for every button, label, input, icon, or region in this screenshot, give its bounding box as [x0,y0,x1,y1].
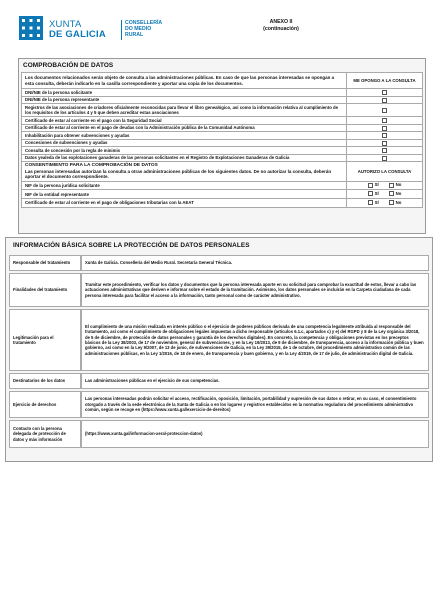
brand-name [49,20,106,40]
section-title: COMPROBACIÓN DE DATOS [23,62,114,69]
row-value: (https://www.xunta.gal/informacion-xeral-proteccion-datos) [81,420,429,448]
table-row [22,147,423,155]
table-row [22,190,423,199]
row-label: Inhabilitación para obtener subvenciones y ayudas [22,132,347,140]
no-label: No [395,182,402,188]
section-title: INFORMACIÓN BÁSICA SOBRE LA PROTECCIÓN DE DATOS PERSONALES [13,242,250,249]
table-row [9,391,429,418]
table-row [9,255,429,271]
yes-label: SÍ [374,182,379,188]
row-value: Xunta de Galicia. Consellería del Medio Rural. Secretaría General Técnica. [81,255,429,271]
brand-line-1: XUNTA [49,19,82,30]
no-label: No [395,199,402,205]
yes-label: SÍ [374,191,379,197]
row-label: Certificado de estar al corriente en el pago de obligaciones tributarias con la AEAT [22,199,347,208]
data-verification-section [18,58,426,234]
department-name [121,20,162,40]
row-label: Certificado de estar al corriente en el pago de deudas con la Administración pública de la Comunidad Autónoma [22,124,347,132]
oppose-checkbox[interactable] [382,156,387,161]
table-row [22,89,423,97]
row-value: Las administraciones públicas en el ejercicio de sus competencias. [81,373,429,389]
dept-line-3: RURAL [125,32,144,38]
table-row [22,162,423,181]
row-label: Destinatarios de los datos [9,373,81,389]
annex-heading [238,19,324,33]
authorize-yes-checkbox[interactable] [368,200,373,205]
table-row [22,154,423,162]
table-row [9,373,429,389]
row-label: Ejercicio de derechos [9,391,81,418]
authorize-yes-checkbox[interactable] [368,191,373,196]
table-row [9,420,429,448]
oppose-checkbox[interactable] [382,118,387,123]
table-row [22,139,423,147]
table-row [22,132,423,140]
table-row [9,273,429,307]
row-value: Tramitar este procedimiento, verificar los datos y documentos que la persona interesada aporte en su solicitud para comprobar la exactitud de estos, llevar a cabo las actuaciones administrativas que deriven e informar sobre el estado de la tramitación. Asimismo, los datos personales se incluirán en la Carpeta ciudadana de cada persona interesada para facilitar el acceso a la información, tanto personal como de carácter administrativo. [81,273,429,307]
row-value: Las personas interesadas podrán solicitar el acceso, rectificación, oposición, limitación, portabilidad y supresión de sus datos o retirar, en su caso, el consentimiento otorgado a través de la sede electrónica de la Xunta de Galicia o en los lugares y registros establecidos en la normativa reguladora del procedimiento administrativo común, según se recoge en (https://www.xunta.gal/exercicio-de-dereitos) [81,391,429,418]
table-row [22,124,423,132]
dept-line-1: CONSELLERÍA [125,20,163,26]
row-label: Legitimación para el tratamiento [9,309,81,371]
row-label: Concesiones de subvenciones y ayudas [22,139,347,147]
row-label: NIF de la entidad representante [22,190,347,199]
data-protection-section [5,237,433,462]
authorize-no-checkbox[interactable] [389,191,394,196]
row-value: El cumplimiento de una misión realizada en interés público o el ejercicio de poderes públicos derivada de una competencia legalmente atribuida al responsable del tratamiento, así como el cumplimiento de obligaciones legales impuestas a dicho responsable (artículos 6.1.c, apartados c) y e) del RGPD y 8 de la Ley orgánica 3/2018, de 5 de diciembre, de protección de datos personales y garantía de los derechos digitales). En concreto, la competencia y obligaciones previstas en los preceptos básicos de la Ley 38/2003, de 17 de noviembre, general de subvenciones, y en la Ley 19/2013, de 9 de diciembre, de transparencia, acceso a la información pública y buen gobierno, así como en la Ley 9/2007, de 13 de junio, de subvenciones de Galicia, en la Ley 39/2015, de 1 de octubre, del procedimiento administrativo común de las administraciones públicas, en la Ley 1/2016, de 18 de enero, de transparencia y buen gobierno, y en la Ley 4/2019, de 17 de julio, de administración digital de Galicia. [81,309,429,371]
table-row [22,96,423,104]
row-label: Consulta de concesión por la regla de minimis [22,147,347,155]
table-row [22,117,423,125]
intro-text: Los documentos relacionados serán objeto de consulta a las administraciones públicas. En caso de que las personas interesadas se opongan a esta consulta, deberán indicarlo en la casilla correspondiente y aportar una copia de los documentos. [22,73,347,89]
oppose-checkbox[interactable] [382,126,387,131]
table-row [22,181,423,190]
oppose-checkbox[interactable] [382,133,387,138]
row-label: NIF de la persona jurídica solicitante [22,181,347,190]
page-header [18,15,428,45]
row-label: DNI/NIE de la persona representante [22,96,347,104]
oppose-checkbox[interactable] [382,108,387,113]
verification-table [21,72,423,208]
consent-block [22,162,347,181]
oppose-checkbox[interactable] [382,98,387,103]
annex-title: ANEXO II [269,19,293,25]
oppose-checkbox[interactable] [382,141,387,146]
consent-text: Las personas interesadas autorizan la consulta a otras administraciones públicas de los siguientes datos. De no autorizar la consulta, deberán aportar el documento correspondiente. [25,168,332,180]
authorize-header: AUTORIZO LA CONSULTA [347,162,423,181]
consent-title: CONSENTIMIENTO PARA LA COMPROBACIÓN DE DATOS [25,163,158,169]
table-row [22,199,423,208]
table-row [22,104,423,117]
data-protection-table [9,253,429,450]
oppose-checkbox[interactable] [382,148,387,153]
row-label: Finalidades del tratamiento [9,273,81,307]
table-row [9,309,429,371]
row-label: Contacto con la persona delegada de protección de datos y más información [9,420,81,448]
annex-subtitle: (continuación) [263,26,299,32]
authorize-no-checkbox[interactable] [389,183,394,188]
xunta-logo-icon [18,15,44,41]
row-label: Responsable del tratamiento [9,255,81,271]
table-row [22,73,423,89]
oppose-header: ME OPONGO A LA CONSULTA [347,73,423,89]
row-label: Certificado de estar al corriente en el pago con la Seguridad Social [22,117,347,125]
brand-line-2: DE GALICIA [49,29,106,40]
dept-line-2: DO MEDIO [125,26,152,32]
authorize-no-checkbox[interactable] [389,200,394,205]
oppose-checkbox[interactable] [382,90,387,95]
authorize-yes-checkbox[interactable] [368,183,373,188]
row-label: Datos yealeda de las explotaciones ganaderas de las personas solicitantes en el Registro de Explotaciones Ganaderas de Galicia [22,154,347,162]
no-label: No [395,191,402,197]
row-label: DNI/NIE de la persona solicitante [22,89,347,97]
row-label: Registros de las asociaciones de criadores oficialmente reconocidas para llevar el libro genealógico, así como la información relativa al cumplimiento de los requisitos de los artículos 4 y 5 que deben acreditar estas asociaciones [22,104,347,117]
yes-label: SÍ [374,199,379,205]
